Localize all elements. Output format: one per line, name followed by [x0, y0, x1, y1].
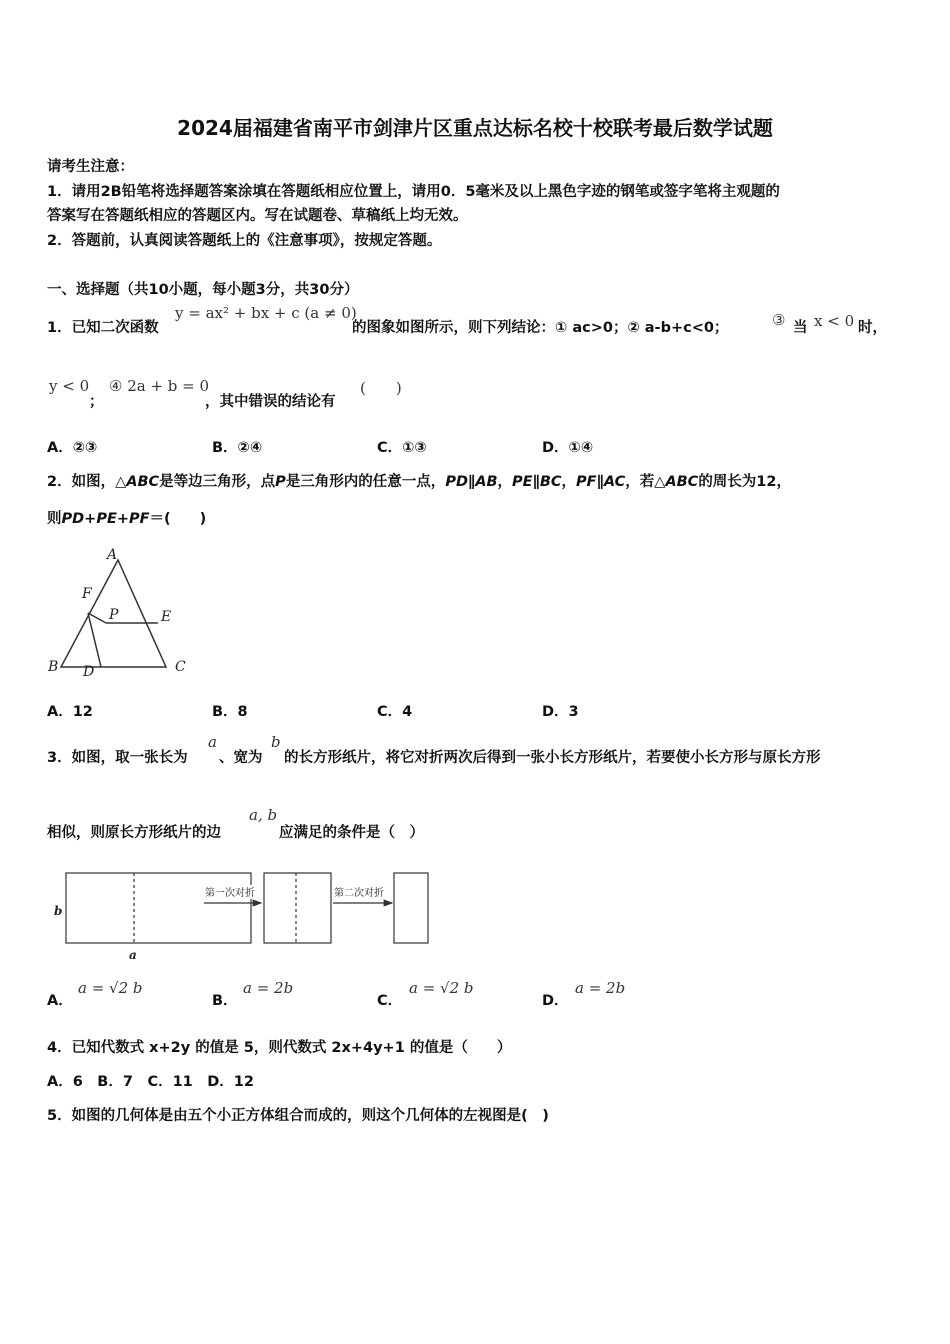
q3-line-2-pre: 相似，则原长方形纸片的边: [47, 825, 221, 841]
half-rectangle: [264, 873, 331, 943]
q3-option-a-expr: a = √2 b: [78, 979, 143, 997]
q1-conditions: 的图象如图所示，则下列结论：① ac>0；② a-b+c<0；: [352, 320, 729, 336]
notice-heading: 请考生注意：: [47, 159, 134, 175]
notice-line-2: 2．答题前，认真阅读答题纸上的《注意事项》，按规定答题。: [47, 233, 442, 249]
segment-pd: [88, 613, 101, 667]
label-b: B: [48, 659, 59, 675]
label-d: D: [83, 664, 95, 680]
q3-option-b-expr: a = 2b: [243, 979, 294, 997]
q1-c4: ④ 2a + b = 0: [109, 377, 210, 395]
label-f: F: [82, 586, 92, 602]
q3-p1: 3．如图，取一张长为: [47, 750, 188, 766]
original-rectangle: [66, 873, 251, 943]
q1-c3-cond: x < 0: [814, 312, 855, 330]
q3-option-c-expr: a = √2 b: [409, 979, 474, 997]
q3-option-c-letter: C．: [377, 993, 403, 1009]
q2-option-b: B．8: [212, 704, 248, 720]
label-p: P: [109, 607, 119, 623]
q3-p2: 、宽为: [219, 750, 263, 766]
q3-option-d-expr: a = 2b: [575, 979, 626, 997]
q2-option-a: A．12: [47, 704, 93, 720]
q4-options: A．6 B．7 C．11 D．12: [47, 1074, 254, 1090]
fold-label-2: 第二次对折: [334, 888, 384, 899]
q2-triangle-figure: [45, 545, 200, 680]
page-title: 2024届福建省南平市剑津片区重点达标名校十校联考最后数学试题: [177, 116, 773, 140]
q1-option-b: B．②④: [212, 440, 263, 456]
q1-c3-num: ③: [772, 311, 786, 329]
fig-label-a: a: [129, 948, 137, 962]
label-c: C: [175, 659, 186, 675]
fig-label-b: b: [54, 904, 63, 918]
q1-line2-ineq: y < 0: [49, 377, 90, 395]
q3-var-b: b: [271, 733, 281, 751]
notice-line-1b: 答案写在答题纸相应的答题区内。写在试题卷、草稿纸上均无效。: [47, 208, 468, 224]
q3-option-d-letter: D．: [542, 993, 569, 1009]
q2-line-1: 2．如图，△ABC是等边三角形，点P是三角形内的任意一点，PD∥AB，PE∥BC，PF∥AC，若△ABC的周长为12，: [47, 474, 791, 490]
label-e: E: [161, 609, 172, 625]
q3-option-b-letter: B．: [212, 993, 238, 1009]
q1-paren: ( ): [360, 379, 402, 397]
q1-option-c: C．①③: [377, 440, 427, 456]
q1-option-a: A．②③: [47, 440, 98, 456]
section-heading: 一、选择题（共10小题，每小题3分，共30分）: [47, 282, 359, 298]
q3-p3: 的长方形纸片，将它对折两次后得到一张小长方形纸片，若要使小长方形与原长方形: [284, 750, 821, 766]
q3-line-2-vars: a, b: [249, 806, 278, 824]
q1-c3-word: 当: [793, 320, 808, 336]
q3-var-a: a: [208, 733, 217, 751]
q1-line2-sep: ；: [89, 394, 104, 410]
q3-option-a-letter: A．: [47, 993, 73, 1009]
q3-fold-figure: [48, 865, 443, 965]
quarter-rectangle: [394, 873, 428, 943]
q2-option-d: D．3: [542, 704, 579, 720]
q1-formula: y = ax² + bx + c (a ≠ 0): [175, 304, 357, 322]
q1-option-d: D．①④: [542, 440, 594, 456]
fold-label-1: 第一次对折: [205, 888, 255, 899]
q1-line2-end: ，其中错误的结论有: [205, 394, 336, 410]
q1-c3-end: 时，: [858, 320, 887, 336]
notice-line-1a: 1．请用2B铅笔将选择题答案涂填在答题纸相应位置上，请用0．5毫米及以上黑色字迹的钢笔或签字笔将主观题的: [47, 184, 780, 200]
q5-text: 5．如图的几何体是由五个小正方体组合而成的，则这个几何体的左视图是( ): [47, 1108, 549, 1124]
q2-line-2: 则PD+PE+PF＝( ): [47, 511, 207, 527]
q2-option-c: C．4: [377, 704, 413, 720]
q4-text: 4．已知代数式 x+2y 的值是 5，则代数式 2x+4y+1 的值是（ ）: [47, 1040, 512, 1056]
label-a: A: [107, 547, 118, 563]
q1-prefix: 1．已知二次函数: [47, 320, 159, 336]
q3-line-2-post: 应满足的条件是（ ）: [279, 825, 424, 841]
